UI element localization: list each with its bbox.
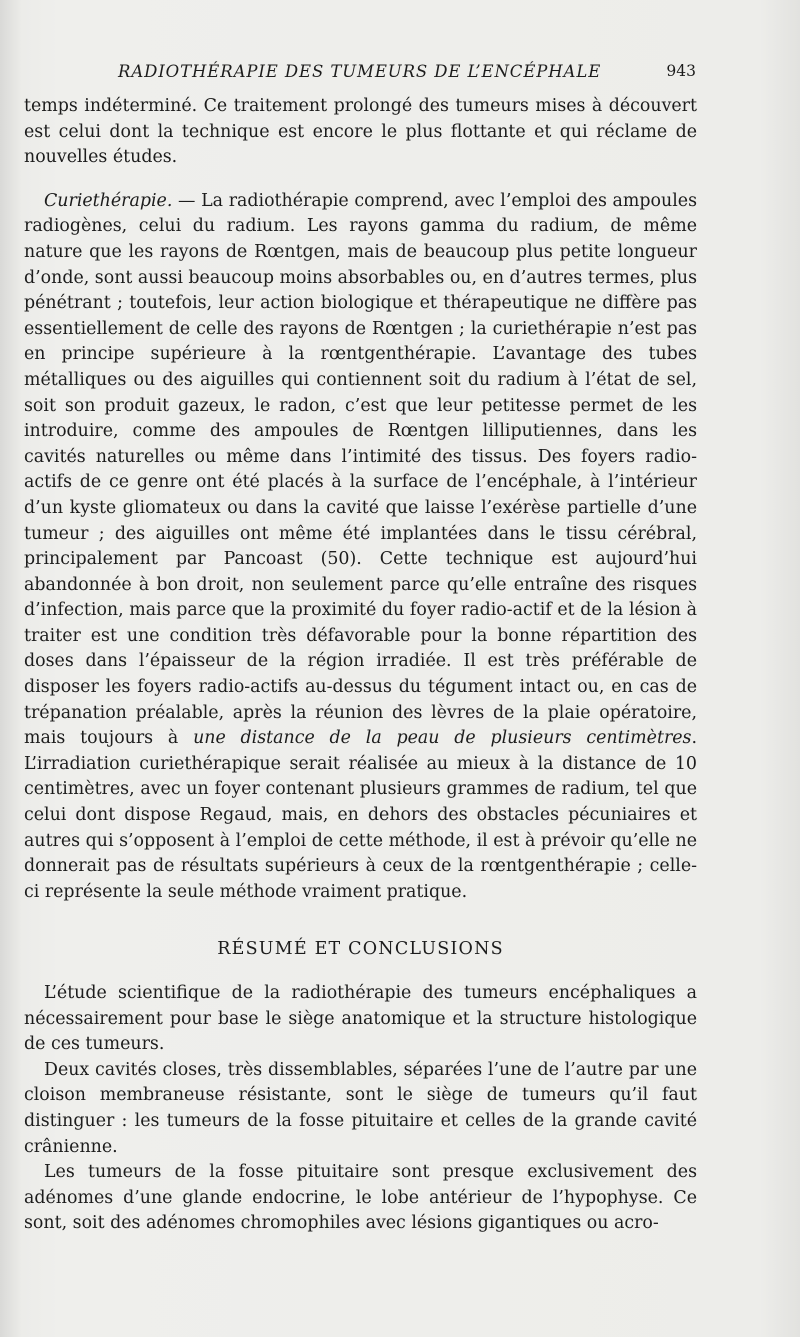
curietherapie-text-part2: . L’irradiation curiethérapique serait réalisée au mieux à la distance de 10 centimètres, avec un foyer contenant plusieurs grammes de radium, tel que celui dont dispose Regaud, mais, en dehors des obstacles pécuniaires et autres qui s’opposent à l’emploi de cette méthode, il est à prévoir qu’elle ne donnerait pas de résultats supérieurs à ceux de la rœntgenthérapie ; celle-ci représente la seule méthode vraiment pratique. xyxy=(24,728,698,902)
continuation-paragraph: temps indéterminé. Ce traitement prolongé des tumeurs mises à découvert est celui dont la technique est encore le plus flottante et qui réclame de nouvelles études. xyxy=(24,96,697,168)
running-title: RADIOTHÉRAPIE DES TUMEURS DE L’ENCÉPHALE xyxy=(118,62,602,81)
curietherapie-emphasis: une distance de la peau de plusieurs centimètres xyxy=(193,728,692,749)
page-number: 943 xyxy=(666,62,696,80)
conclusion-paragraph-1: L’étude scientifique de la radiothérapie des tumeurs encéphaliques a nécessairement pour base le siège anatomique et la structure histologique de ces tumeurs. xyxy=(24,983,697,1055)
section-heading: RÉSUMÉ ET CONCLUSIONS xyxy=(217,939,504,960)
conclusion-paragraph-3: Les tumeurs de la fosse pituitaire sont presque exclusivement des adénomes d’une glande endocrine, le lobe antérieur de l’hypophyse. Ce sont, soit des adénomes chromophiles avec lésions gigantiques ou acro- xyxy=(24,1162,697,1234)
curietherapie-paragraph xyxy=(24,189,697,906)
conclusion-paragraph-2: Deux cavités closes, très dissemblables, séparées l’une de l’autre par une cloison membraneuse résistante, sont le siège de tumeurs qu’il faut distinguer : les tumeurs de la fosse pituitaire et celles de la grande cavité crânienne. xyxy=(24,1059,697,1157)
running-header xyxy=(100,62,700,86)
page-body xyxy=(24,94,697,1237)
curietherapie-text-part1: — La radiothérapie comprend, avec l’emploi des ampoules radiogènes, celui du radium. Les rayons gamma du radium, de même nature que les rayons de Rœntgen, mais de beaucoup plus petite longueur d’onde, sont aussi beaucoup moins absorbables ou, en d’autres termes, plus pénétrant ; toutefois, leur action biologique et thérapeutique ne diffère pas essentiellement de celle des rayons de Rœntgen ; la curiethérapie n’est pas en principe supérieure à la rœntgenthérapie. L’avantage des tubes métalliques ou des aiguilles qui contiennent soit du radium à l’état de sel, soit son produit gazeux, le radon, c’est que leur petitesse permet de les introduire, comme des ampoules de Rœntgen lilliputiennes, dans les cavités naturelles ou même dans l’intimité des tissus. Des foyers radio-actifs de ce genre ont été placés à la surface de l’encéphale, à l’intérieur d’un kyste gliomateux ou dans la cavité que laisse l’exérèse partielle d’une tumeur ; des aiguilles ont même été implantées dans le tissu cérébral, principalement par Pancoast (50). Cette technique est aujourd’hui abandonnée à bon droit, non seulement parce qu’elle entraîne des risques d’infection, mais parce que la proximité du foyer radio-actif et de la lésion à traiter est une condition très défavorable pour la bonne répartition des doses dans l’épaisseur de la région irradiée. Il est très préférable de disposer les foyers radio-actifs au-dessus du tégument intact ou, en cas de trépanation préalable, après la réunion des lèvres de la plaie opératoire, mais toujours à xyxy=(24,190,698,749)
curietherapie-lead: Curiethérapie. xyxy=(44,190,173,211)
